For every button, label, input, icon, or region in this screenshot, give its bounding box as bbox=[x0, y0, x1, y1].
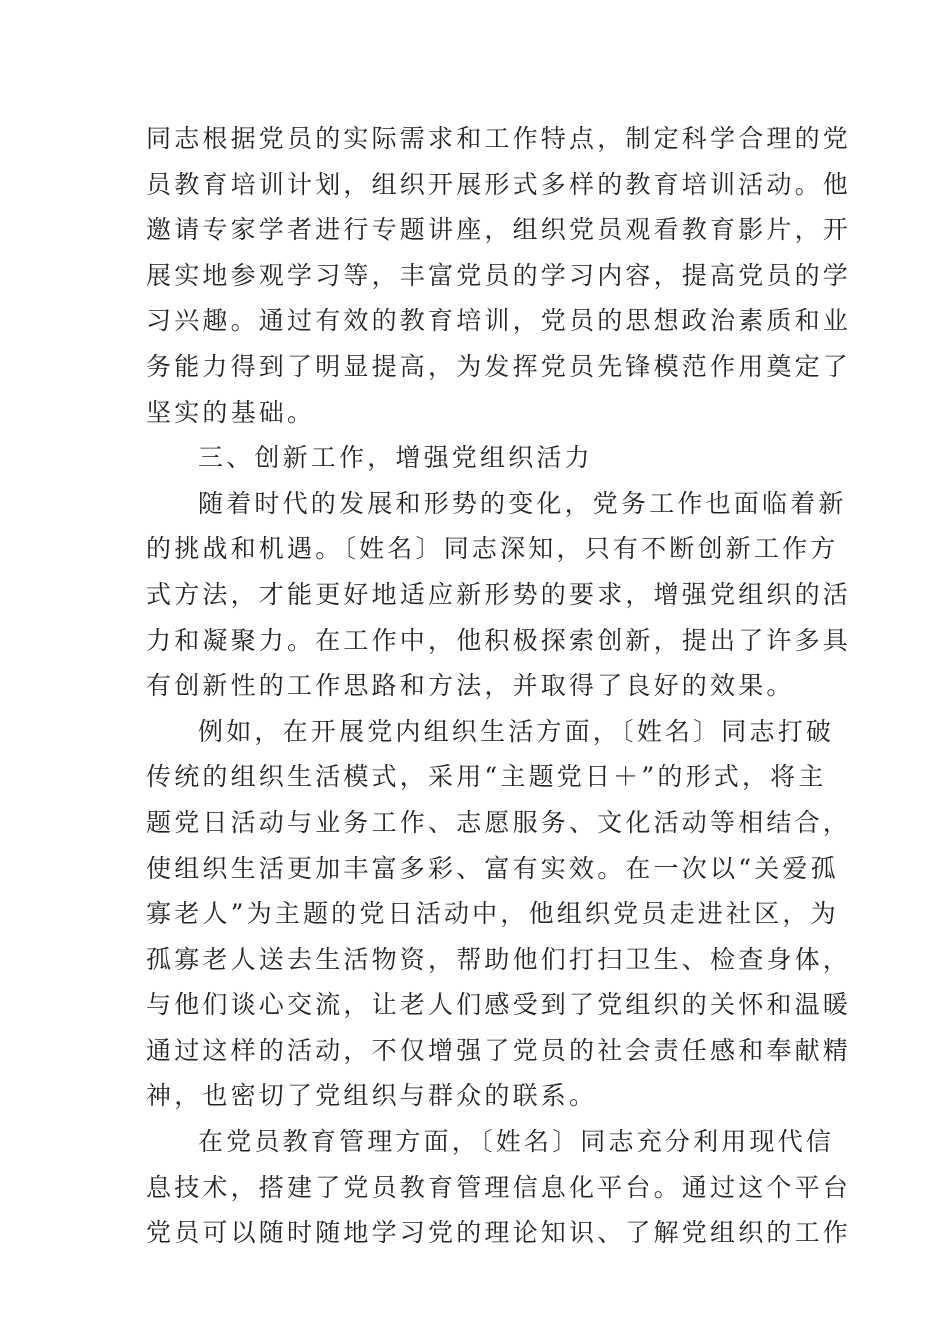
text-line: 展实地参观学习等，丰富党员的学习内容，提高党员的学 bbox=[146, 260, 852, 290]
text-line: 式方法，才能更好地适应新形势的要求，增强党组织的活 bbox=[146, 579, 852, 609]
text-line: 有创新性的工作思路和方法，并取得了良好的效果。 bbox=[146, 671, 795, 701]
text-line: 通过这样的活动，不仅增强了党员的社会责任感和奉献精 bbox=[146, 1035, 852, 1065]
text-line: 务能力得到了明显提高，为发挥党员先锋模范作用奠定了 bbox=[146, 351, 852, 381]
text-line: 与他们谈心交流，让老人们感受到了党组织的关怀和温暖 bbox=[146, 990, 852, 1020]
paragraph-first-line: 在党员教育管理方面，〔姓名〕同志充分利用现代信 bbox=[198, 1127, 835, 1157]
paragraph-first-line: 随着时代的发展和形势的变化，党务工作也面临着新 bbox=[198, 488, 847, 518]
text-line: 党员可以随时随地学习党的理论知识、了解党组织的工作 bbox=[146, 1218, 852, 1248]
text-line: 寡老人”为主题的党日活动中，他组织党员走进社区，为 bbox=[146, 899, 839, 929]
text-line: 坚实的基础。 bbox=[146, 397, 316, 427]
text-line: 题党日活动与业务工作、志愿服务、文化活动等相结合， bbox=[146, 807, 852, 837]
text-line: 孤寡老人送去生活物资，帮助他们打扫卫生、检查身体， bbox=[146, 944, 852, 974]
section-heading: 三、创新工作，增强党组织活力 bbox=[198, 443, 593, 473]
text-line: 息技术，搭建了党员教育管理信息化平台。通过这个平台 bbox=[146, 1172, 852, 1202]
text-line: 同志根据党员的实际需求和工作特点，制定科学合理的党 bbox=[146, 124, 852, 153]
text-line: 传统的组织生活模式，采用“主题党日＋”的形式，将主 bbox=[146, 762, 827, 792]
text-line: 邀请专家学者进行专题讲座，组织党员观看教育影片，开 bbox=[146, 215, 852, 245]
text-line: 的挑战和机遇。〔姓名〕同志深知，只有不断创新工作方 bbox=[146, 534, 839, 564]
paragraph-first-line: 例如，在开展党内组织生活方面，〔姓名〕同志打破 bbox=[198, 716, 835, 746]
text-line: 习兴趣。通过有效的教育培训，党员的思想政治素质和业 bbox=[146, 306, 852, 336]
document-body bbox=[146, 116, 852, 1256]
text-line: 员教育培训计划，组织开展形式多样的教育培训活动。他 bbox=[146, 169, 852, 199]
text-line: 力和凝聚力。在工作中，他积极探索创新，提出了许多具 bbox=[146, 625, 852, 655]
text-line: 神，也密切了党组织与群众的联系。 bbox=[146, 1081, 598, 1111]
text-line: 使组织生活更加丰富多彩、富有实效。在一次以“关爱孤 bbox=[146, 853, 839, 883]
